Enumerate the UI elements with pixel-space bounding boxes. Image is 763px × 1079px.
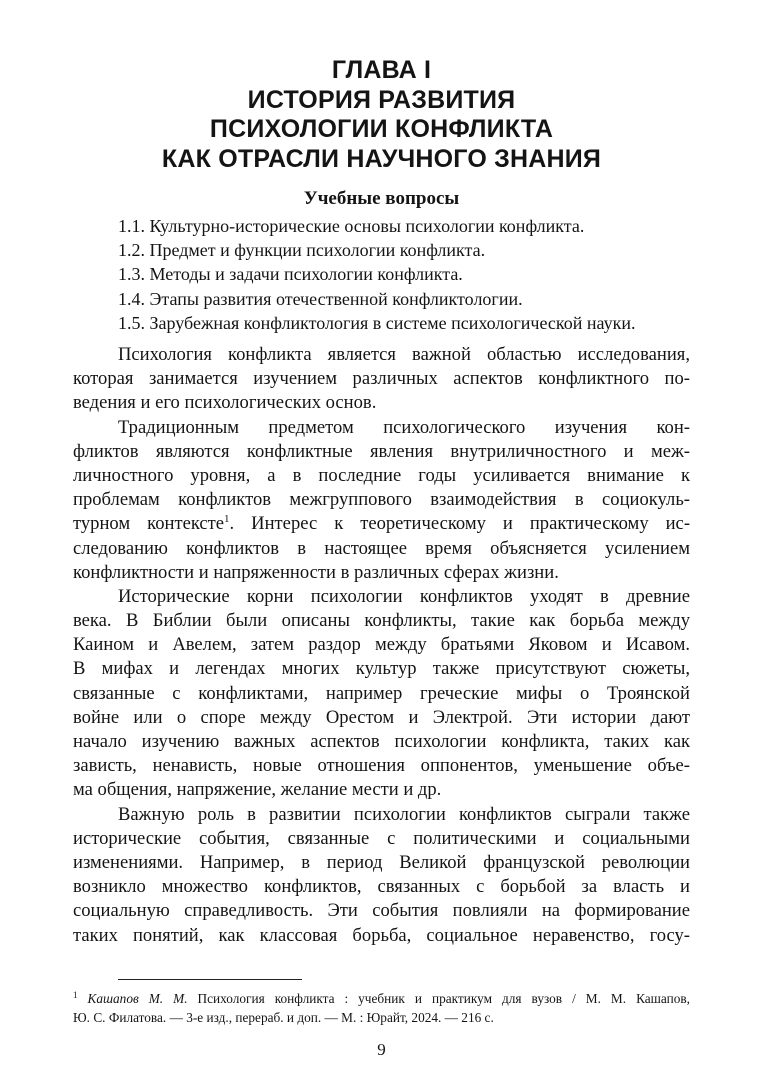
- footnote-separator: [118, 979, 302, 980]
- footnote-line: [73, 990, 690, 1009]
- footnote-author: Кашапов М. М.: [87, 991, 188, 1006]
- paragraph-line: Исторические корни психологии конфликтов уходят в древние: [118, 585, 690, 607]
- paragraph-line: ведения и его психологических основ.: [73, 392, 377, 414]
- paragraph-line: зависть, ненависть, новые отношения оппонентов, уменьшение объе-: [73, 755, 690, 777]
- paragraph-line: таких понятий, как классовая борьба, социальное неравенство, госу-: [73, 924, 690, 946]
- paragraph-line: которая занимается изучением различных аспектов конфликтного по-: [73, 368, 690, 390]
- chapter-title-line: ГЛАВА I: [331, 56, 432, 84]
- study-question-item: 1.1. Культурно-исторические основы психологии конфликта.: [118, 216, 585, 236]
- page-number: 9: [377, 1040, 386, 1059]
- footnote-line: Ю. С. Филатова. — 3-е изд., перераб. и доп. — М. : Юрайт, 2024. — 216 с.: [73, 1009, 494, 1025]
- paragraph-line: В мифах и легендах многих культур также присутствуют сюжеты,: [73, 658, 690, 680]
- paragraph-line: Психология конфликта является важной областью исследования,: [118, 344, 690, 365]
- paragraph-line: начало изучению важных аспектов психологии конфликта, таких как: [73, 731, 690, 752]
- study-questions-heading: Учебные вопросы: [303, 188, 460, 209]
- chapter-title: [0, 56, 763, 174]
- body-text: [73, 343, 690, 948]
- footnote: [73, 990, 690, 1027]
- paragraph-line: социальную справедливость. Эти события повлияли на формирование: [73, 900, 690, 922]
- paragraph-line: возникло множество конфликтов, связанных с борьбой за власть и: [73, 876, 690, 898]
- paragraph-line: Важную роль в развитии психологии конфликтов сыграли также: [118, 803, 690, 825]
- study-question-item: 1.2. Предмет и функции психологии конфликта.: [118, 240, 486, 261]
- study-question-item: 1.5. Зарубежная конфликтология в системе психологической науки.: [118, 312, 636, 333]
- chapter-title-line: ИСТОРИЯ РАЗВИТИЯ: [247, 85, 516, 114]
- paragraph-line: войне или о споре между Орестом и Электрой. Эти истории дают: [73, 706, 690, 728]
- text-segment: . Интерес к теоретическому и практическому ис-: [229, 513, 691, 535]
- paragraph-line: фликтов являются конфликтные явления внутриличностного и меж-: [73, 440, 690, 462]
- study-question-item: 1.4. Этапы развития отечественной конфликтологии.: [118, 288, 523, 309]
- footnote-text: Психология конфликта : учебник и практикум для вузов / М. М. Кашапов,: [187, 991, 690, 1006]
- text-segment: турном контексте: [73, 513, 225, 535]
- study-question-item: 1.3. Методы и задачи психологии конфликта.: [118, 264, 463, 285]
- chapter-title-line: КАК ОТРАСЛИ НАУЧНОГО ЗНАНИЯ: [161, 144, 602, 173]
- paragraph-line: конфликтности и напряженности в различных сферах жизни.: [73, 561, 559, 583]
- paragraph-line: исторические события, связанные с политическими и социальными: [73, 827, 690, 849]
- paragraph-line: века. В Библии были описаны конфликты, такие как борьба между: [73, 610, 690, 632]
- paragraph-line: ма общения, напряжение, желание мести и др.: [73, 779, 442, 801]
- paragraph-line: Традиционным предметом психологического изучения кон-: [118, 416, 690, 438]
- footnote-mark: 1: [73, 990, 78, 1000]
- paragraph-line: следованию конфликтов в настоящее время объясняется усилением: [73, 537, 690, 559]
- study-questions-list: [118, 214, 718, 335]
- paragraph-line: связанные с конфликтами, например греческие мифы о Троянской: [73, 682, 690, 704]
- paragraph-line: проблемам конфликтов межгруппового взаимодействия в социокуль-: [73, 489, 690, 511]
- paragraph-line-with-footnote-ref: [73, 512, 690, 536]
- paragraph-line: Каином и Авелем, затем раздор между братьями Яковом и Исавом.: [73, 634, 690, 656]
- chapter-title-line: ПСИХОЛОГИИ КОНФЛИКТА: [209, 115, 554, 143]
- footnote-reference[interactable]: 1: [224, 513, 230, 526]
- paragraph-line: изменениями. Например, в период Великой французской революции: [73, 851, 690, 873]
- paragraph-line: личностного уровня, а в последние годы усиливается внимание к: [73, 464, 690, 486]
